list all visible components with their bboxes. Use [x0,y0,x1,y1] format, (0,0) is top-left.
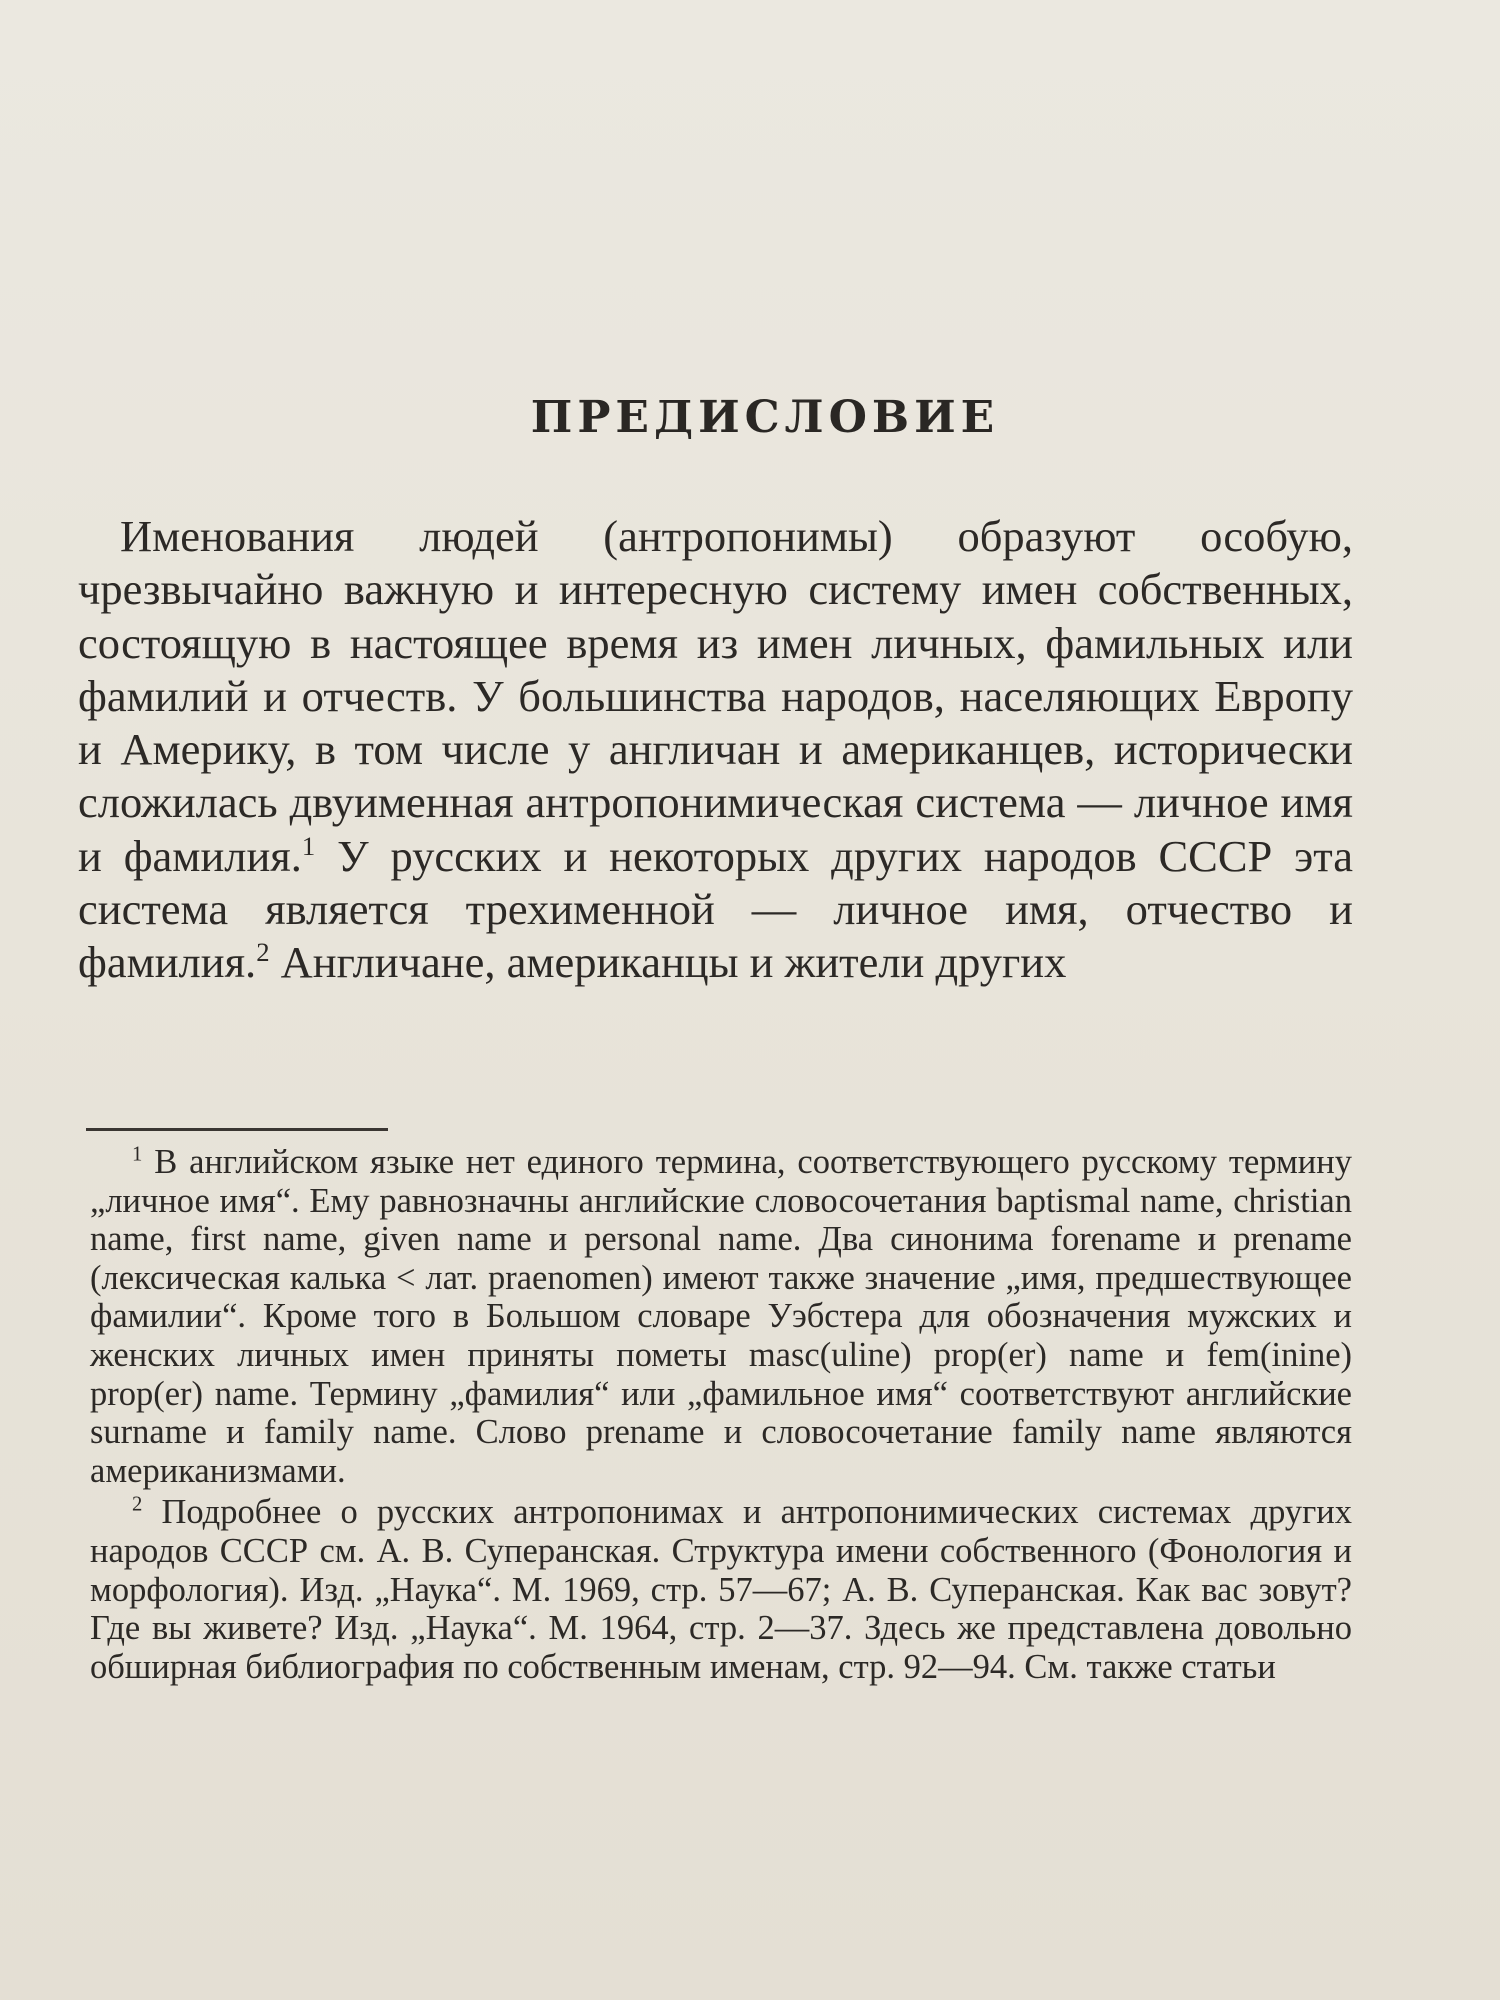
footnote-ref-2: 2 [256,937,270,968]
footnote-1-text: В английском языке нет единого термина, соответствующего русскому термину „личное имя“. Ему равнозначны английские словосочетания baptismal name, christian name, first name, given name и personal name. Два синонима forename и prename (лексическая калька < лат. praenomen) имеют также значение „имя, предшествующее фамилии“. Кроме того в Большом словаре Уэбстера для обозначения мужских и женских личных имен приняты пометы masc(uline) prop(er) name и fem(inine) prop(er) name. Термину „фамилия“ или „фамильное имя“ соответствуют английские surname и family name. Слово prename и словосочетание family name являются американизмами. [90,1143,1352,1490]
page-title: ПРЕДИСЛОВИЕ [530,392,1000,443]
paragraph-text-part-3: Англичане, американцы и жители других [269,937,1067,988]
preface-paragraph [78,510,1353,990]
footnote-divider [86,1128,388,1131]
footnote-1-marker: 1 [132,1143,143,1166]
footnote-2-marker: 2 [132,1493,143,1516]
footnote-2 [90,1493,1352,1686]
footnote-2-text: Подробнее о русских антропонимах и антропонимических системах других народов СССР см. А. В. Суперанская. Структура имени собственного (Фонология и морфология). Изд. „Наука“. М. 1969, стр. 57—67; А. В. Суперанская. Как вас зовут? Где вы живете? Изд. „Наука“. М. 1964, стр. 2—37. Здесь же представлена довольно обширная библиография по собственным именам, стр. 92—94. См. также статьи [90,1493,1352,1686]
footnote-1 [90,1143,1352,1490]
paragraph-text-part-1: Именования людей (антропонимы) образуют особую, чрезвычайно важную и интересную систему имен собственных, состоящую в настоящее время из имен личных, фамильных или фамилий и отчеств. У большинства народов, населяющих Европу и Америку, в том числе у англичан и американцев, исторически сложилась двуименная антропонимическая система — личное имя и фамилия. [78,511,1353,881]
footnotes-block [90,1143,1352,1689]
paragraph-text-part-2: У русских и некоторых других народов СССР эта система является трехименной — личное имя, отчество и фамилия. [78,830,1353,988]
footnote-ref-1: 1 [301,830,316,861]
